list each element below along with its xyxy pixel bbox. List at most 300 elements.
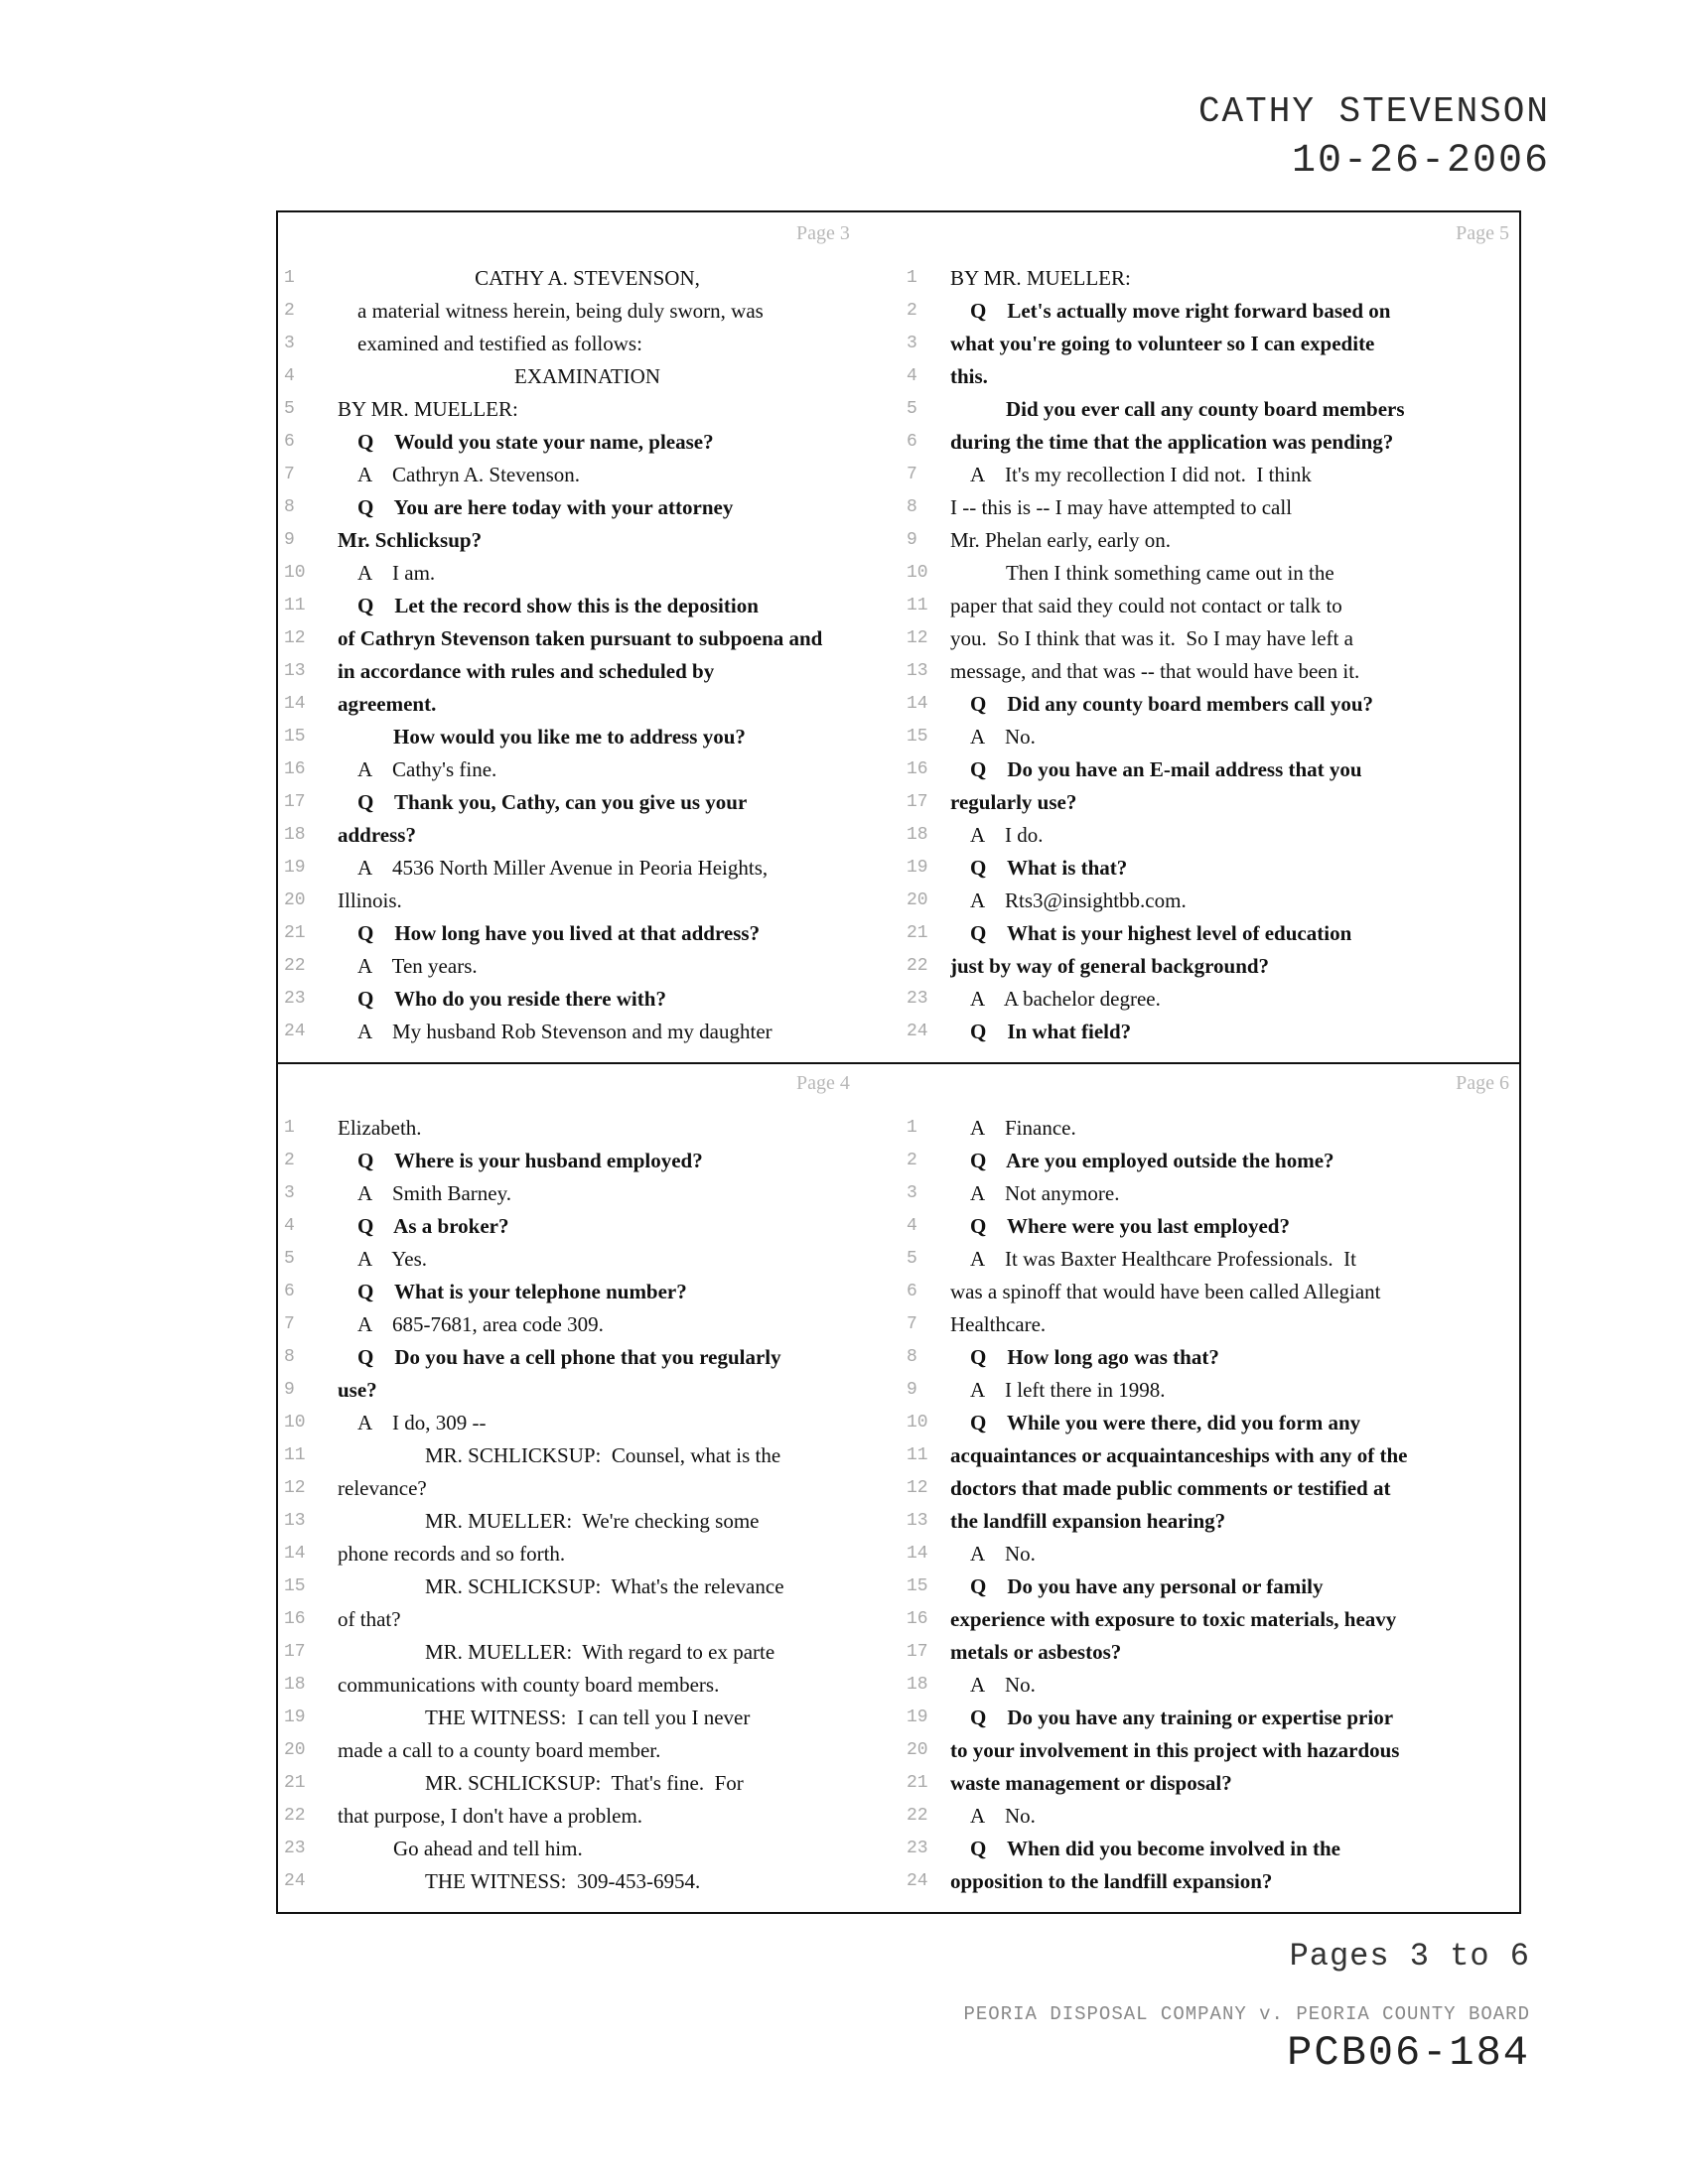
line-text: MR. SCHLICKSUP: Counsel, what is the: [425, 1443, 781, 1467]
line-text: A Yes.: [357, 1247, 428, 1271]
line-text: A Not anymore.: [970, 1181, 1120, 1205]
deposition-date-header: 10-26-2006: [1291, 139, 1550, 184]
transcript-line: [901, 1210, 1523, 1243]
transcript-line: [901, 1570, 1523, 1603]
line-number: 4: [284, 366, 295, 386]
line-number: 6: [907, 1282, 917, 1301]
line-number: 1: [907, 1118, 917, 1138]
line-text: A Cathryn A. Stevenson.: [357, 463, 580, 486]
line-number: 10: [284, 1413, 306, 1433]
line-text: Q Who do you reside there with?: [357, 987, 666, 1011]
line-number: 20: [907, 1740, 928, 1760]
transcript-line: [901, 753, 1523, 786]
transcript-line: [901, 1016, 1523, 1048]
transcript-line: [278, 1308, 901, 1341]
line-text: Q What is that?: [970, 856, 1128, 880]
line-number: 14: [284, 1544, 306, 1564]
transcript-line: [901, 1112, 1523, 1145]
line-number: 7: [284, 1314, 295, 1334]
line-number: 23: [907, 1839, 928, 1858]
line-number: 12: [907, 628, 928, 648]
line-number: 18: [907, 1675, 928, 1695]
transcript-line: [278, 1833, 901, 1865]
line-number: 21: [907, 1773, 928, 1793]
line-text: MR. SCHLICKSUP: That's fine. For: [425, 1771, 744, 1795]
line-text: examined and testified as follows:: [357, 332, 642, 355]
transcript-line: [278, 655, 901, 688]
line-number: 23: [284, 989, 306, 1009]
transcript-frame: [276, 210, 1521, 1914]
line-text: Q Would you state your name, please?: [357, 430, 714, 454]
transcript-line: [278, 1341, 901, 1374]
line-text: the landfill expansion hearing?: [950, 1509, 1226, 1533]
line-number: 11: [284, 596, 306, 615]
witness-name-header: CATHY STEVENSON: [1197, 91, 1550, 132]
line-number: 19: [907, 858, 928, 878]
line-number: 14: [284, 694, 306, 714]
line-number: 1: [284, 1118, 295, 1138]
transcript-line: [901, 721, 1523, 753]
transcript-line: [901, 557, 1523, 590]
transcript-line: [278, 753, 901, 786]
line-text: THE WITNESS: I can tell you I never: [425, 1706, 751, 1729]
line-number: 5: [284, 1249, 295, 1269]
line-number: 4: [907, 366, 917, 386]
line-text: A My husband Rob Stevenson and my daughter: [357, 1020, 772, 1043]
line-text: Q When did you become involved in the: [970, 1837, 1340, 1860]
line-number: 9: [907, 530, 917, 550]
line-number: 21: [907, 923, 928, 943]
line-number: 5: [284, 399, 295, 419]
line-text: made a call to a county board member.: [338, 1738, 661, 1762]
page-range: Pages 3 to 6: [1289, 1938, 1530, 1975]
line-number: 7: [284, 465, 295, 484]
transcript-line: [901, 983, 1523, 1016]
line-number: 14: [907, 1544, 928, 1564]
line-number: 2: [907, 1151, 917, 1170]
line-text: of Cathryn Stevenson taken pursuant to subpoena and: [338, 626, 823, 650]
line-text: Q Where were you last employed?: [970, 1214, 1290, 1238]
transcript-line: [278, 1243, 901, 1276]
transcript-line: [901, 885, 1523, 917]
line-number: 9: [907, 1380, 917, 1400]
line-text: address?: [338, 823, 416, 847]
line-text: Healthcare.: [950, 1312, 1047, 1336]
transcript-line: [278, 1439, 901, 1472]
line-number: 3: [284, 334, 295, 353]
line-number: 2: [284, 1151, 295, 1170]
line-number: 17: [284, 792, 306, 812]
transcript-line: [278, 524, 901, 557]
line-text: just by way of general background?: [950, 954, 1270, 978]
transcript-line: [278, 328, 901, 360]
line-text: Mr. Phelan early, early on.: [950, 528, 1171, 552]
transcript-line: [278, 1734, 901, 1767]
page-label: Page 6: [1456, 1072, 1509, 1094]
line-text: Q You are here today with your attorney: [357, 495, 734, 519]
transcript-line: [901, 590, 1523, 622]
transcript-line: [278, 1407, 901, 1439]
case-caption: PEORIA DISPOSAL COMPANY v. PEORIA COUNTY BOARD: [963, 2003, 1530, 2025]
line-number: 13: [907, 1511, 928, 1531]
line-text: A Smith Barney.: [357, 1181, 511, 1205]
line-number: 13: [284, 661, 306, 681]
transcript-line: [901, 1341, 1523, 1374]
line-number: 16: [284, 1609, 306, 1629]
line-text: paper that said they could not contact or talk to: [950, 594, 1342, 617]
line-number: 8: [284, 1347, 295, 1367]
line-number: 23: [284, 1839, 306, 1858]
line-text: Q As a broker?: [357, 1214, 509, 1238]
line-number: 6: [284, 432, 295, 452]
line-text: Q What is your highest level of education: [970, 921, 1352, 945]
line-number: 18: [284, 825, 306, 845]
line-number: 16: [907, 759, 928, 779]
transcript-line: [901, 1374, 1523, 1407]
transcript-line: [901, 262, 1523, 295]
line-text: Q How long have you lived at that address?: [357, 921, 761, 945]
line-text: Mr. Schlicksup?: [338, 528, 483, 552]
line-text: A No.: [970, 725, 1036, 749]
line-text: BY MR. MUELLER:: [338, 397, 518, 421]
line-text: Elizabeth.: [338, 1116, 422, 1140]
line-number: 4: [907, 1216, 917, 1236]
line-text: Q Let the record show this is the deposition: [357, 594, 759, 617]
line-number: 6: [907, 432, 917, 452]
transcript-line: [278, 459, 901, 491]
line-text: agreement.: [338, 692, 437, 716]
transcript-line: [901, 1243, 1523, 1276]
line-number: 18: [907, 825, 928, 845]
transcript-line: [278, 622, 901, 655]
transcript-line: [278, 1276, 901, 1308]
transcript-line: [278, 1636, 901, 1669]
line-number: 22: [284, 956, 306, 976]
line-number: 22: [907, 956, 928, 976]
transcript-line: [278, 1800, 901, 1833]
transcript-line: [278, 262, 901, 295]
transcript-page-5: [901, 212, 1523, 1062]
line-number: 10: [284, 563, 306, 583]
line-number: 6: [284, 1282, 295, 1301]
line-number: 22: [284, 1806, 306, 1826]
line-text: communications with county board members.: [338, 1673, 720, 1697]
line-text: A I left there in 1998.: [970, 1378, 1166, 1402]
line-text: Q What is your telephone number?: [357, 1280, 687, 1303]
transcript-line: [278, 885, 901, 917]
line-number: 17: [907, 1642, 928, 1662]
transcript-line: [278, 950, 901, 983]
line-text: A It's my recollection I did not. I think: [970, 463, 1312, 486]
transcript-line: [278, 295, 901, 328]
line-text: acquaintances or acquaintanceships with any of the: [950, 1443, 1408, 1467]
transcript-line: [901, 1505, 1523, 1538]
transcript-line: [901, 655, 1523, 688]
line-number: 5: [907, 399, 917, 419]
line-number: 9: [284, 530, 295, 550]
transcript-line: [901, 1865, 1523, 1898]
line-text: Go ahead and tell him.: [393, 1837, 583, 1860]
line-number: 20: [284, 1740, 306, 1760]
line-text: waste management or disposal?: [950, 1771, 1232, 1795]
line-text: Q Where is your husband employed?: [357, 1149, 703, 1172]
transcript-line: [901, 1538, 1523, 1570]
line-text: was a spinoff that would have been called Allegiant: [950, 1280, 1381, 1303]
transcript-line: [901, 1472, 1523, 1505]
line-text: that purpose, I don't have a problem.: [338, 1804, 643, 1828]
line-text: A It was Baxter Healthcare Professionals. It: [970, 1247, 1356, 1271]
transcript-line: [278, 1374, 901, 1407]
transcript-line: [901, 1177, 1523, 1210]
line-text: A Ten years.: [357, 954, 478, 978]
line-number: 3: [284, 1183, 295, 1203]
line-number: 15: [907, 727, 928, 747]
line-number: 20: [907, 890, 928, 910]
line-number: 13: [284, 1511, 306, 1531]
line-text: Q Are you employed outside the home?: [970, 1149, 1334, 1172]
line-number: 8: [907, 1347, 917, 1367]
line-number: 18: [284, 1675, 306, 1695]
transcript-line: [278, 1767, 901, 1800]
line-number: 8: [284, 497, 295, 517]
line-text: A I am.: [357, 561, 436, 585]
transcript-line: [278, 1472, 901, 1505]
transcript-line: [901, 1439, 1523, 1472]
transcript-line: [278, 983, 901, 1016]
line-number: 3: [907, 1183, 917, 1203]
line-number: 3: [907, 334, 917, 353]
transcript-line: [278, 786, 901, 819]
transcript-line: [901, 426, 1523, 459]
line-number: 15: [284, 727, 306, 747]
transcript-line: [901, 459, 1523, 491]
line-text: Q In what field?: [970, 1020, 1132, 1043]
line-text: A Rts3@insightbb.com.: [970, 888, 1187, 912]
page-label: Page 4: [796, 1072, 850, 1094]
line-text: MR. MUELLER: With regard to ex parte: [425, 1640, 775, 1664]
transcript-line: [278, 852, 901, 885]
line-text: this.: [950, 364, 988, 388]
line-text: regularly use?: [950, 790, 1077, 814]
line-number: 21: [284, 923, 306, 943]
line-text: Q While you were there, did you form any: [970, 1411, 1361, 1434]
line-number: 10: [907, 563, 928, 583]
transcript-page-4: [278, 1062, 901, 1912]
line-number: 22: [907, 1806, 928, 1826]
transcript-line: [901, 360, 1523, 393]
transcript-line: [901, 950, 1523, 983]
line-text: Q Did any county board members call you?: [970, 692, 1374, 716]
line-number: 10: [907, 1413, 928, 1433]
transcript-line: [278, 393, 901, 426]
line-text: Q Do you have a cell phone that you regularly: [357, 1345, 781, 1369]
transcript-line: [901, 295, 1523, 328]
line-text: experience with exposure to toxic materials, heavy: [950, 1607, 1397, 1631]
transcript-line: [901, 1407, 1523, 1439]
line-text: EXAMINATION: [514, 364, 660, 388]
transcript-lines: [901, 262, 1523, 1048]
transcript-line: [901, 328, 1523, 360]
transcript-line: [901, 786, 1523, 819]
transcript-line: [278, 1016, 901, 1048]
line-number: 2: [284, 301, 295, 321]
transcript-line: [278, 1603, 901, 1636]
line-number: 9: [284, 1380, 295, 1400]
transcript-line: [278, 917, 901, 950]
line-text: in accordance with rules and scheduled by: [338, 659, 715, 683]
transcript-line: [901, 1800, 1523, 1833]
transcript-line: [901, 1145, 1523, 1177]
line-text: How would you like me to address you?: [393, 725, 746, 749]
line-number: 12: [907, 1478, 928, 1498]
transcript-lines: [278, 262, 901, 1048]
line-number: 24: [907, 1871, 928, 1891]
line-text: A 685-7681, area code 309.: [357, 1312, 604, 1336]
transcript-line: [901, 1308, 1523, 1341]
transcript-line: [901, 1669, 1523, 1702]
line-text: I -- this is -- I may have attempted to call: [950, 495, 1293, 519]
transcript-line: [278, 1505, 901, 1538]
line-text: message, and that was -- that would have been it.: [950, 659, 1360, 683]
transcript-page-3: [278, 212, 901, 1062]
transcript-lines: [901, 1112, 1523, 1898]
transcript-line: [278, 1570, 901, 1603]
line-text: CATHY A. STEVENSON,: [475, 266, 700, 290]
line-text: phone records and so forth.: [338, 1542, 566, 1566]
line-text: relevance?: [338, 1476, 427, 1500]
line-text: THE WITNESS: 309-453-6954.: [425, 1869, 701, 1893]
transcript-line: [901, 852, 1523, 885]
transcript-line: [278, 360, 901, 393]
line-text: Q Do you have any personal or family: [970, 1574, 1324, 1598]
line-text: A I do, 309 --: [357, 1411, 487, 1434]
transcript-line: [278, 426, 901, 459]
line-text: A Cathy's fine.: [357, 757, 497, 781]
line-number: 11: [907, 1445, 928, 1465]
line-text: Then I think something came out in the: [1006, 561, 1334, 585]
line-number: 1: [907, 268, 917, 288]
line-text: use?: [338, 1378, 377, 1402]
line-text: metals or asbestos?: [950, 1640, 1122, 1664]
line-text: doctors that made public comments or testified at: [950, 1476, 1391, 1500]
line-number: 7: [907, 465, 917, 484]
transcript-line: [278, 1538, 901, 1570]
line-number: 13: [907, 661, 928, 681]
line-number: 19: [284, 858, 306, 878]
page-label: Page 5: [1456, 222, 1509, 244]
transcript-page-6: [901, 1062, 1523, 1912]
line-number: 17: [907, 792, 928, 812]
transcript-line: [278, 1210, 901, 1243]
line-number: 19: [907, 1707, 928, 1727]
line-number: 5: [907, 1249, 917, 1269]
line-text: Q How long ago was that?: [970, 1345, 1219, 1369]
line-text: MR. SCHLICKSUP: What's the relevance: [425, 1574, 784, 1598]
line-text: A I do.: [970, 823, 1044, 847]
line-number: 24: [284, 1871, 306, 1891]
line-text: a material witness herein, being duly sworn, was: [357, 299, 764, 323]
line-number: 11: [907, 596, 928, 615]
transcript-line: [278, 557, 901, 590]
line-number: 24: [907, 1022, 928, 1041]
line-text: to your involvement in this project with hazardous: [950, 1738, 1400, 1762]
line-text: Did you ever call any county board members: [1006, 397, 1405, 421]
transcript-line: [901, 1734, 1523, 1767]
transcript-line: [901, 491, 1523, 524]
line-text: Q Thank you, Cathy, can you give us your: [357, 790, 748, 814]
line-number: 21: [284, 1773, 306, 1793]
line-number: 12: [284, 628, 306, 648]
line-text: Q Do you have any training or expertise prior: [970, 1706, 1394, 1729]
line-number: 14: [907, 694, 928, 714]
transcript-line: [901, 1833, 1523, 1865]
line-text: Q Do you have an E-mail address that you: [970, 757, 1362, 781]
transcript-line: [901, 622, 1523, 655]
transcript-line: [278, 491, 901, 524]
line-text: MR. MUELLER: We're checking some: [425, 1509, 760, 1533]
transcript-lines: [278, 1112, 901, 1898]
line-number: 4: [284, 1216, 295, 1236]
line-number: 16: [284, 759, 306, 779]
line-number: 2: [907, 301, 917, 321]
line-number: 15: [284, 1576, 306, 1596]
line-text: Q Let's actually move right forward based on: [970, 299, 1391, 323]
transcript-line: [901, 688, 1523, 721]
line-text: BY MR. MUELLER:: [950, 266, 1131, 290]
line-text: opposition to the landfill expansion?: [950, 1869, 1273, 1893]
line-text: A A bachelor degree.: [970, 987, 1161, 1011]
line-number: 11: [284, 1445, 306, 1465]
transcript-line: [278, 1145, 901, 1177]
transcript-line: [901, 1276, 1523, 1308]
transcript-line: [278, 1669, 901, 1702]
transcript-line: [901, 1702, 1523, 1734]
line-number: 20: [284, 890, 306, 910]
line-text: A No.: [970, 1542, 1036, 1566]
line-text: A No.: [970, 1804, 1036, 1828]
line-number: 24: [284, 1022, 306, 1041]
transcript-line: [278, 819, 901, 852]
transcript-line: [278, 590, 901, 622]
line-number: 19: [284, 1707, 306, 1727]
line-number: 12: [284, 1478, 306, 1498]
line-number: 16: [907, 1609, 928, 1629]
transcript-line: [278, 1702, 901, 1734]
line-text: of that?: [338, 1607, 401, 1631]
line-number: 7: [907, 1314, 917, 1334]
line-text: you. So I think that was it. So I may have left a: [950, 626, 1353, 650]
line-number: 1: [284, 268, 295, 288]
line-text: Illinois.: [338, 888, 402, 912]
transcript-line: [901, 1603, 1523, 1636]
line-number: 8: [907, 497, 917, 517]
line-text: A No.: [970, 1673, 1036, 1697]
transcript-line: [278, 1865, 901, 1898]
line-text: during the time that the application was pending?: [950, 430, 1394, 454]
line-text: A Finance.: [970, 1116, 1076, 1140]
transcript-line: [901, 819, 1523, 852]
transcript-line: [278, 1112, 901, 1145]
line-number: 17: [284, 1642, 306, 1662]
transcript-line: [901, 1767, 1523, 1800]
transcript-line: [901, 524, 1523, 557]
transcript-line: [278, 721, 901, 753]
transcript-line: [278, 1177, 901, 1210]
line-text: what you're going to volunteer so I can expedite: [950, 332, 1375, 355]
transcript-line: [278, 688, 901, 721]
line-number: 15: [907, 1576, 928, 1596]
transcript-line: [901, 1636, 1523, 1669]
